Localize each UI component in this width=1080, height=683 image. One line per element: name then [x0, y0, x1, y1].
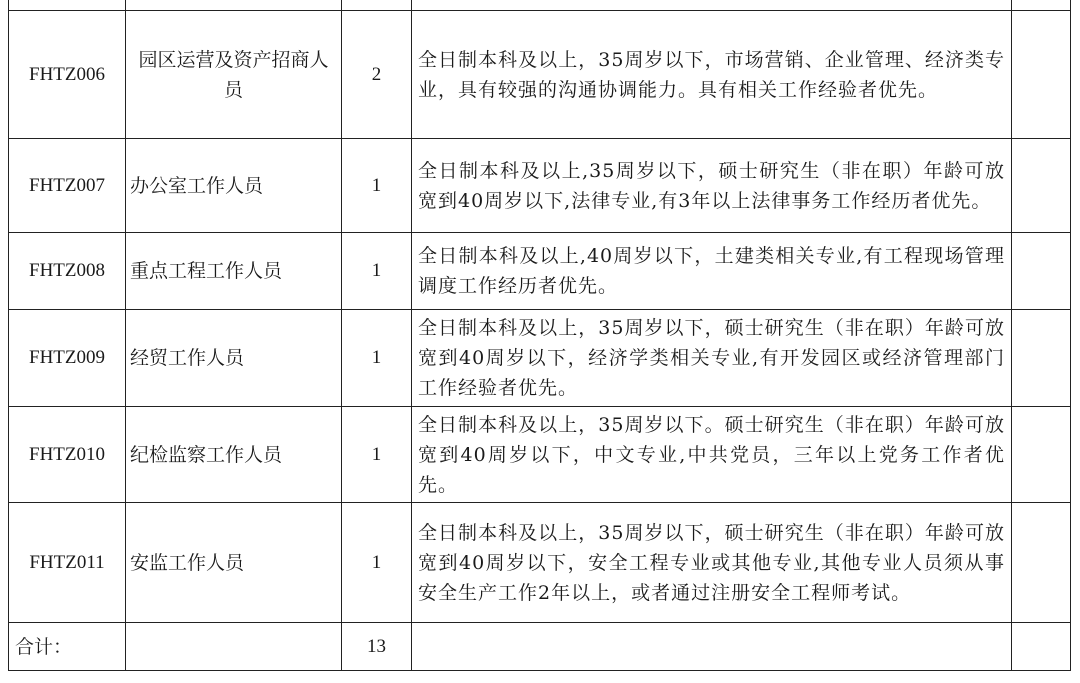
position-code: FHTZ010 [9, 407, 126, 503]
table-cell [1012, 623, 1071, 671]
table-cell [342, 0, 412, 11]
position-requirement: 全日制本科及以上，35周岁以下，硕士研究生（非在职）年龄可放宽到40周岁以下，安全工程专业或其他专业,其他专业人员须从事安全生产工作2年以上，或者通过注册安全工程师考试。 [412, 503, 1012, 623]
position-count: 1 [342, 503, 412, 623]
table-row [9, 11, 1071, 139]
recruitment-table [8, 0, 1071, 671]
total-count: 13 [342, 623, 412, 671]
position-requirement: 全日制本科及以上,40周岁以下，土建类相关专业,有工程现场管理调度工作经历者优先。 [412, 233, 1012, 310]
table-row [9, 233, 1071, 310]
position-code: FHTZ006 [9, 11, 126, 139]
table-cell [1012, 11, 1071, 139]
position-requirement: 全日制本科及以上，35周岁以下，市场营销、企业管理、经济类专业，具有较强的沟通协调能力。具有相关工作经验者优先。 [412, 11, 1012, 139]
table-cell [1012, 407, 1071, 503]
position-code: FHTZ008 [9, 233, 126, 310]
position-name: 经贸工作人员 [126, 310, 342, 407]
table-cell [412, 0, 1012, 11]
table-cell [1012, 0, 1071, 11]
position-count: 1 [342, 310, 412, 407]
position-name: 安监工作人员 [126, 503, 342, 623]
position-requirement: 全日制本科及以上,35周岁以下，硕士研究生（非在职）年龄可放宽到40周岁以下,法律专业,有3年以上法律事务工作经历者优先。 [412, 139, 1012, 233]
position-code: FHTZ009 [9, 310, 126, 407]
position-code: FHTZ011 [9, 503, 126, 623]
total-label: 合计： [9, 623, 126, 671]
position-name: 重点工程工作人员 [126, 233, 342, 310]
table-cell [1012, 139, 1071, 233]
table-cell [126, 0, 342, 11]
position-name: 纪检监察工作人员 [126, 407, 342, 503]
table-row [9, 503, 1071, 623]
position-count: 1 [342, 407, 412, 503]
table-cell [126, 623, 342, 671]
table-cell [1012, 503, 1071, 623]
total-row [9, 623, 1071, 671]
table-cell [1012, 310, 1071, 407]
position-count: 1 [342, 139, 412, 233]
position-requirement: 全日制本科及以上，35周岁以下。硕士研究生（非在职）年龄可放宽到40周岁以下，中文专业,中共党员，三年以上党务工作者优先。 [412, 407, 1012, 503]
recruitment-table-container [8, 0, 1071, 671]
table-cell [9, 0, 126, 11]
position-requirement: 全日制本科及以上，35周岁以下，硕士研究生（非在职）年龄可放宽到40周岁以下，经济学类相关专业,有开发园区或经济管理部门工作经验者优先。 [412, 310, 1012, 407]
position-count: 2 [342, 11, 412, 139]
position-name: 园区运营及资产招商人员 [126, 11, 342, 139]
table-row [9, 310, 1071, 407]
position-name: 办公室工作人员 [126, 139, 342, 233]
position-count: 1 [342, 233, 412, 310]
position-code: FHTZ007 [9, 139, 126, 233]
table-cell [1012, 233, 1071, 310]
table-row [9, 139, 1071, 233]
table-cell [412, 623, 1012, 671]
table-row [9, 407, 1071, 503]
table-row-top-stub [9, 0, 1071, 11]
